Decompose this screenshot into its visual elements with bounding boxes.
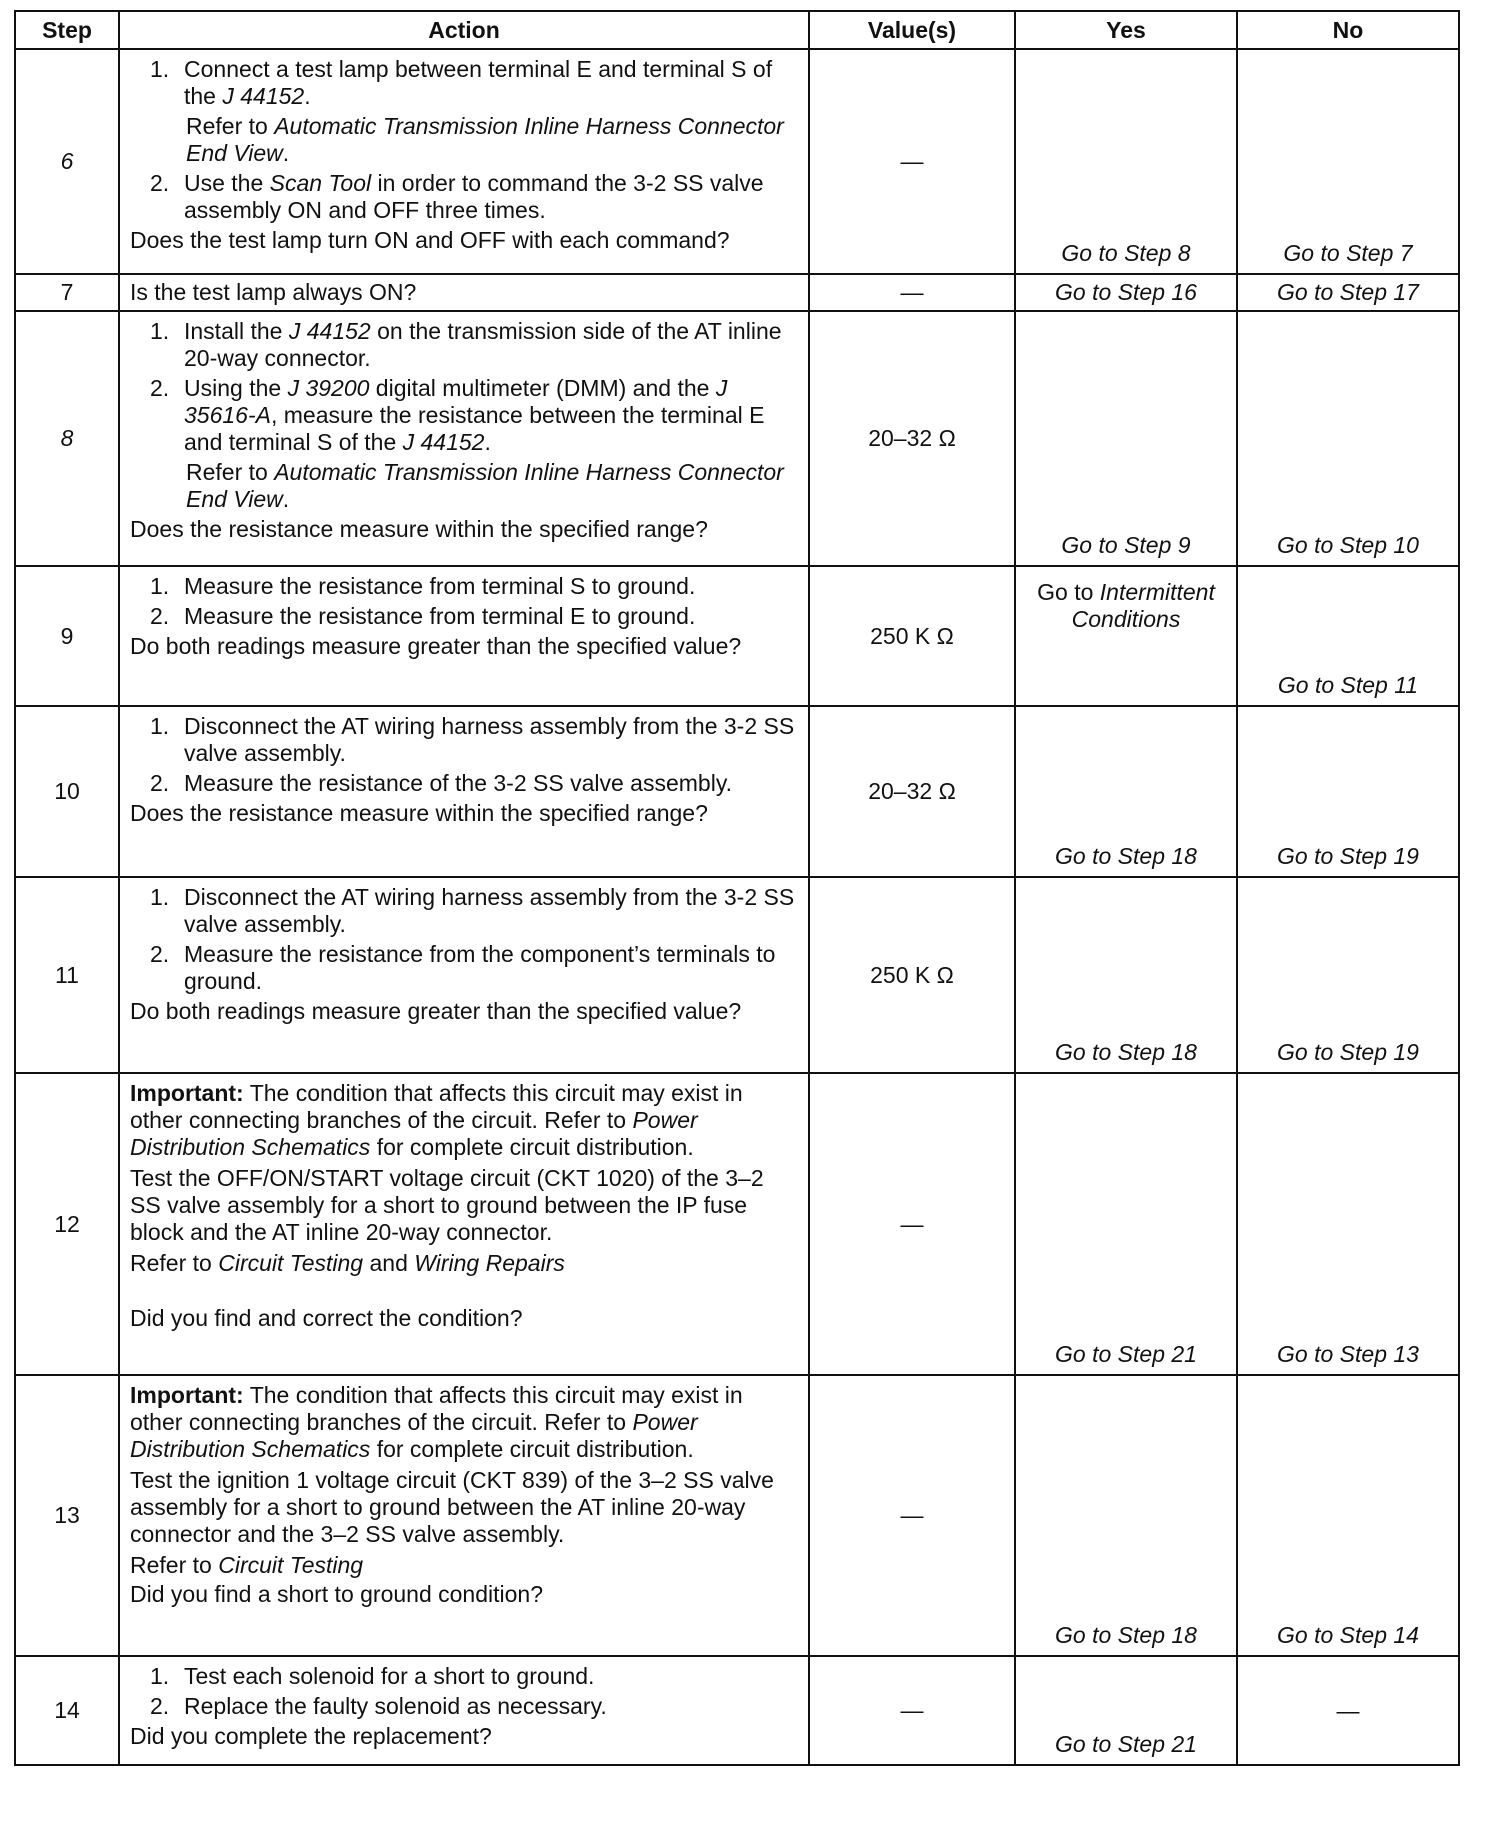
step-number: 14: [15, 1656, 119, 1765]
yes-cell: [1015, 1656, 1237, 1765]
important-text: The condition that affects this circuit may exist in other connecting branches of the circuit. Refer to: [130, 1080, 743, 1133]
refer-link: Automatic Transmission Inline Harness Connector End View: [186, 113, 784, 166]
list-number: 2.: [150, 170, 170, 196]
step-number: 7: [15, 274, 119, 311]
list-text: Measure the resistance of the 3-2 SS valve assembly.: [184, 770, 733, 796]
header-yes: Yes: [1015, 11, 1237, 49]
refer-note: [130, 1250, 798, 1277]
no-goto: Go to Step 14: [1277, 1622, 1419, 1648]
refer-text: Refer to: [186, 113, 275, 139]
refer-note: [186, 459, 798, 513]
yes-goto: Go to Step 18: [1055, 843, 1197, 869]
list-text-mid-2: , measure the resistance between the terminal E and terminal S of the: [184, 402, 765, 455]
list-item: [150, 573, 798, 600]
list-item: [150, 375, 798, 456]
list-text-end: .: [304, 83, 311, 109]
list-number: 2.: [150, 603, 170, 629]
question-text: Does the resistance measure within the specified range?: [130, 800, 708, 826]
no-cell: [1237, 566, 1459, 706]
list-text-end: in order to command the 3-2 SS valve assembly ON and OFF three times.: [184, 170, 764, 223]
tool-ref: J 44152: [288, 318, 371, 344]
no-cell: [1237, 49, 1459, 274]
yes-goto: Go to Step 8: [1061, 240, 1191, 266]
yes-goto: Go to Step 18: [1055, 1622, 1197, 1648]
list-item: [150, 713, 798, 767]
step-number: 9: [15, 566, 119, 706]
step-number: 6: [15, 49, 119, 274]
yes-goto: Go to Step 16: [1055, 279, 1197, 305]
action-cell: [119, 1073, 809, 1375]
list-number: 1.: [150, 318, 170, 344]
action-cell: [119, 1375, 809, 1656]
list-number: 2.: [150, 375, 170, 401]
question-text: Does the resistance measure within the specified range?: [130, 516, 708, 542]
no-goto: —: [1336, 1697, 1360, 1723]
refer-link: Circuit Testing: [218, 1552, 364, 1578]
important-note: [130, 1080, 798, 1161]
list-text: Disconnect the AT wiring harness assembly from the 3-2 SS valve assembly.: [184, 884, 795, 937]
no-cell: [1237, 877, 1459, 1073]
list-text-mid: digital multimeter (DMM) and the: [369, 375, 716, 401]
question-text: Did you complete the replacement?: [130, 1723, 492, 1749]
value-cell: —: [809, 274, 1015, 311]
important-link: Power Distribution Schematics: [130, 1107, 698, 1160]
table-row-step-12: [15, 1073, 1459, 1375]
action-cell: [119, 49, 809, 274]
no-cell: [1237, 706, 1459, 877]
yes-cell: [1015, 311, 1237, 566]
yes-cell: [1015, 566, 1237, 706]
yes-goto: [1016, 579, 1236, 633]
list-text-end: .: [484, 429, 491, 455]
refer-note: [130, 1552, 798, 1579]
table-row-step-6: [15, 49, 1459, 274]
list-number: 2.: [150, 1693, 170, 1719]
no-goto: Go to Step 10: [1277, 532, 1419, 558]
step-number: 8: [15, 311, 119, 566]
action-cell: [119, 311, 809, 566]
tool-ref-3: J 44152: [402, 429, 485, 455]
no-goto: Go to Step 11: [1277, 672, 1419, 698]
important-text: The condition that affects this circuit may exist in other connecting branches of the circuit. Refer to: [130, 1382, 743, 1435]
test-instruction: Test the OFF/ON/START voltage circuit (CKT 1020) of the 3–2 SS valve assembly for a short to ground between the IP fuse block and the AT inline 20-way connector.: [130, 1165, 764, 1245]
yes-cell: [1015, 877, 1237, 1073]
table-row-step-9: [15, 566, 1459, 706]
action-cell: [119, 274, 809, 311]
list-item: [150, 770, 798, 797]
test-instruction: Test the ignition 1 voltage circuit (CKT 839) of the 3–2 SS valve assembly for a short to ground between the AT inline 20-way connector and the 3–2 SS valve assembly.: [130, 1467, 774, 1547]
list-text: Measure the resistance from terminal E to ground.: [184, 603, 696, 629]
refer-text: Refer to: [130, 1250, 219, 1276]
yes-goto-link: Intermittent Conditions: [1071, 579, 1215, 632]
question-text: Did you find a short to ground condition?: [130, 1581, 543, 1607]
refer-text-mid: and: [363, 1250, 415, 1276]
important-link: Power Distribution Schematics: [130, 1409, 698, 1462]
list-number: 1.: [150, 1663, 170, 1689]
important-text-end: for complete circuit distribution.: [370, 1436, 694, 1462]
refer-link-2: Wiring Repairs: [414, 1250, 565, 1276]
no-cell: [1237, 274, 1459, 311]
list-text: Measure the resistance from the component’s terminals to ground.: [184, 941, 776, 994]
question-text: Did you find and correct the condition?: [130, 1305, 523, 1331]
no-goto: Go to Step 19: [1277, 1039, 1419, 1065]
tool-ref: Scan Tool: [269, 170, 372, 196]
table-row-step-10: [15, 706, 1459, 877]
list-text: Using the: [184, 375, 288, 401]
table-row-step-13: [15, 1375, 1459, 1656]
important-label: Important:: [130, 1382, 244, 1408]
refer-text-end: .: [282, 486, 290, 512]
action-cell: [119, 566, 809, 706]
important-text-end: for complete circuit distribution.: [370, 1134, 694, 1160]
step-number: 13: [15, 1375, 119, 1656]
value-cell: —: [809, 1073, 1015, 1375]
action-cell: [119, 1656, 809, 1765]
no-cell: [1237, 1073, 1459, 1375]
value-cell: —: [809, 1656, 1015, 1765]
table-row-step-7: [15, 274, 1459, 311]
refer-text-end: .: [282, 140, 290, 166]
no-goto: Go to Step 19: [1277, 843, 1419, 869]
list-number: 2.: [150, 770, 170, 796]
no-cell: [1237, 1656, 1459, 1765]
value-cell: —: [809, 49, 1015, 274]
no-cell: [1237, 1375, 1459, 1656]
header-action: Action: [119, 11, 809, 49]
important-note: [130, 1382, 798, 1463]
no-goto: Go to Step 7: [1283, 240, 1413, 266]
value-cell: 250 K Ω: [809, 566, 1015, 706]
step-number: 10: [15, 706, 119, 877]
table-row-step-8: [15, 311, 1459, 566]
yes-goto: Go to Step 18: [1055, 1039, 1197, 1065]
value-cell: 250 K Ω: [809, 877, 1015, 1073]
value-cell: —: [809, 1375, 1015, 1656]
refer-link: Automatic Transmission Inline Harness Connector End View: [186, 459, 784, 512]
list-number: 2.: [150, 941, 170, 967]
question-text: Do both readings measure greater than the specified value?: [130, 633, 742, 659]
list-text: Use the: [184, 170, 270, 196]
action-cell: [119, 877, 809, 1073]
step-number: 11: [15, 877, 119, 1073]
refer-text: Refer to: [186, 459, 275, 485]
question-text: Do both readings measure greater than the specified value?: [130, 998, 742, 1024]
refer-text: Refer to: [130, 1552, 219, 1578]
list-text: Install the: [184, 318, 289, 344]
no-goto: Go to Step 13: [1277, 1341, 1419, 1367]
yes-goto: Go to Step 21: [1055, 1341, 1197, 1367]
tool-ref: J 39200: [287, 375, 370, 401]
yes-cell: [1015, 1073, 1237, 1375]
yes-goto: Go to Step 9: [1061, 532, 1191, 558]
list-text: Disconnect the AT wiring harness assembly from the 3-2 SS valve assembly.: [184, 713, 795, 766]
list-item: [150, 1693, 798, 1720]
step-number: 12: [15, 1073, 119, 1375]
list-text: Replace the faulty solenoid as necessary.: [184, 1693, 607, 1719]
list-item: [150, 56, 798, 110]
question-text: Is the test lamp always ON?: [130, 279, 417, 305]
list-item: [150, 1663, 798, 1690]
list-item: [150, 603, 798, 630]
important-label: Important:: [130, 1080, 244, 1106]
yes-goto-prefix: Go to: [1037, 579, 1100, 605]
list-text: Connect a test lamp between terminal E and terminal S of the: [184, 56, 773, 109]
list-text: Measure the resistance from terminal S to ground.: [184, 573, 696, 599]
list-number: 1.: [150, 573, 170, 599]
diagnostic-table: [14, 10, 1460, 1766]
list-item: [150, 318, 798, 372]
tool-ref-2: J 35616-A: [184, 375, 728, 428]
list-text-end: on the transmission side of the AT inline 20-way connector.: [184, 318, 782, 371]
yes-cell: [1015, 706, 1237, 877]
header-values: Value(s): [809, 11, 1015, 49]
refer-link: Circuit Testing: [218, 1250, 364, 1276]
action-cell: [119, 706, 809, 877]
yes-cell: [1015, 274, 1237, 311]
value-cell: 20–32 Ω: [809, 706, 1015, 877]
list-item: [150, 941, 798, 995]
list-item: [150, 884, 798, 938]
no-cell: [1237, 311, 1459, 566]
list-number: 1.: [150, 713, 170, 739]
value-cell: 20–32 Ω: [809, 311, 1015, 566]
table-header-row: [15, 11, 1459, 49]
no-goto: Go to Step 17: [1277, 279, 1419, 305]
refer-note: [186, 113, 798, 167]
table-row-step-11: [15, 877, 1459, 1073]
header-no: No: [1237, 11, 1459, 49]
yes-cell: [1015, 49, 1237, 274]
yes-goto: Go to Step 21: [1055, 1731, 1197, 1757]
list-number: 1.: [150, 56, 170, 82]
list-number: 1.: [150, 884, 170, 910]
header-step: Step: [15, 11, 119, 49]
table-row-step-14: [15, 1656, 1459, 1765]
list-text: Test each solenoid for a short to ground.: [184, 1663, 595, 1689]
list-item: [150, 170, 798, 224]
yes-cell: [1015, 1375, 1237, 1656]
question-text: Does the test lamp turn ON and OFF with each command?: [130, 227, 730, 253]
tool-ref: J 44152: [222, 83, 305, 109]
